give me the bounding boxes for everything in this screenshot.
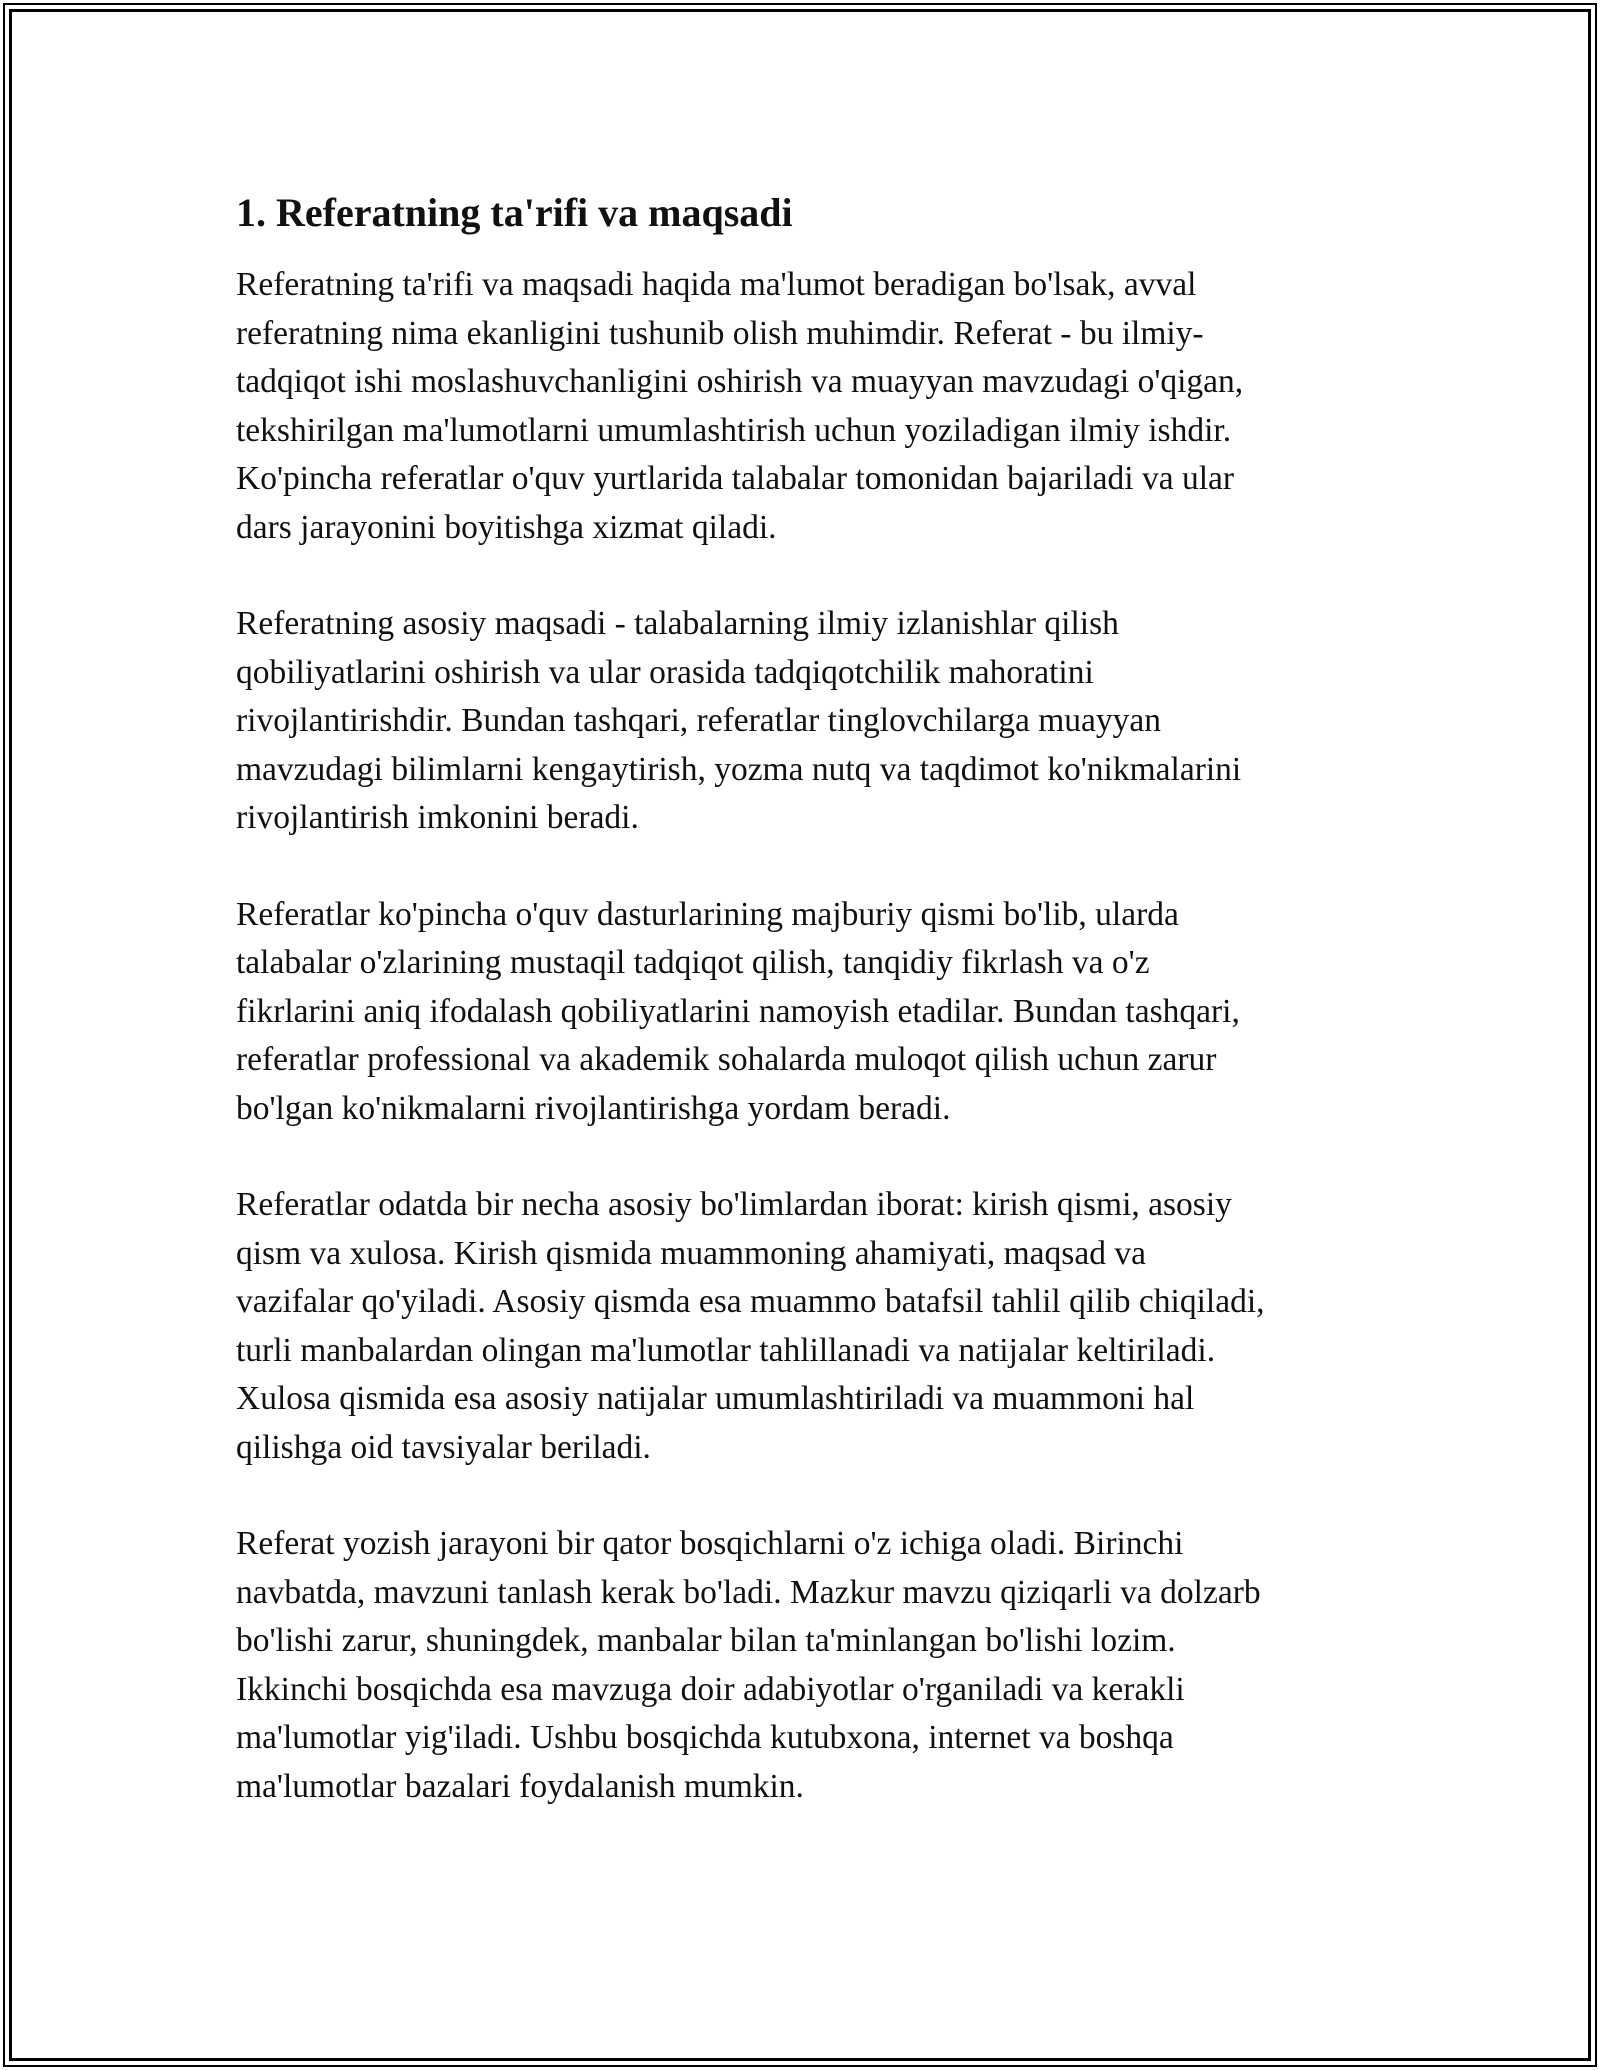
document-body bbox=[236, 185, 1396, 1859]
section-title: 1. Referatning ta'rifi va maqsadi bbox=[236, 190, 793, 235]
paragraph-definition: Referatning ta'rifi va maqsadi haqida ma'lumot beradigan bo'lsak, avval referatning nima ekanligini tushunib olish muhimdir. Referat - bu ilmiy- tadqiqot ishi moslashuvchanligini oshirish va muayyan mavzudagi o'qigan, tekshirilgan ma'lumotlarni umumlashtirish uchun yoziladigan ilmiy ishdir. Ko'pincha referatlar o'quv yurtlarida talabalar tomonidan bajariladi va ular dars jarayonini boyitishga xizmat qiladi. bbox=[236, 266, 1244, 546]
paragraph-curriculum-role: Referatlar ko'pincha o'quv dasturlarining majburiy qismi bo'lib, ularda talabalar o'zlarining mustaqil tadqiqot qilish, tanqidiy fikrlash va o'z fikrlarini aniq ifodalash qobiliyatlarini namoyish etadilar. Bundan tashqari, referatlar professional va akademik sohalarda muloqot qilish uchun zarur bo'lgan ko'nikmalarni rivojlantirishga yordam beradi. bbox=[236, 895, 1240, 1127]
paragraph-structure: Referatlar odatda bir necha asosiy bo'limlardan iborat: kirish qismi, asosiy qism va xulosa. Kirish qismida muammoning ahamiyati, maqsad va vazifalar qo'yiladi. Asosiy qismda esa muammo batafsil tahlil qilib chiqiladi, turli manbalardan olingan ma'lumotlar tahlillanadi va natijalar keltiriladi. Xulosa qismida esa asosiy natijalar umumlashtiriladi va muammoni hal qilishga oid tavsiyalar beriladi. bbox=[236, 1186, 1265, 1466]
paragraph-writing-process: Referat yozish jarayoni bir qator bosqichlarni o'z ichiga oladi. Birinchi navbatda, mavzuni tanlash kerak bo'ladi. Mazkur mavzu qiziqarli va dolzarb bo'lishi zarur, shuningdek, manbalar bilan ta'minlangan bo'lishi lozim. Ikkinchi bosqichda esa mavzuga doir adabiyotlar o'rganiladi va kerakli ma'lumotlar yig'iladi. Ushbu bosqichda kutubxona, internet va boshqa ma'lumotlar bazalari foydalanish mumkin. bbox=[236, 1525, 1261, 1805]
paragraph-main-purpose: Referatning asosiy maqsadi - talabalarning ilmiy izlanishlar qilish qobiliyatlarini oshirish va ular orasida tadqiqotchilik mahoratini rivojlantirishdir. Bundan tashqari, referatlar tinglovchilarga muayyan mavzudagi bilimlarni kengaytirish, yozma nutq va taqdimot ko'nikmalarini rivojlantirish imkonini beradi. bbox=[236, 605, 1242, 836]
